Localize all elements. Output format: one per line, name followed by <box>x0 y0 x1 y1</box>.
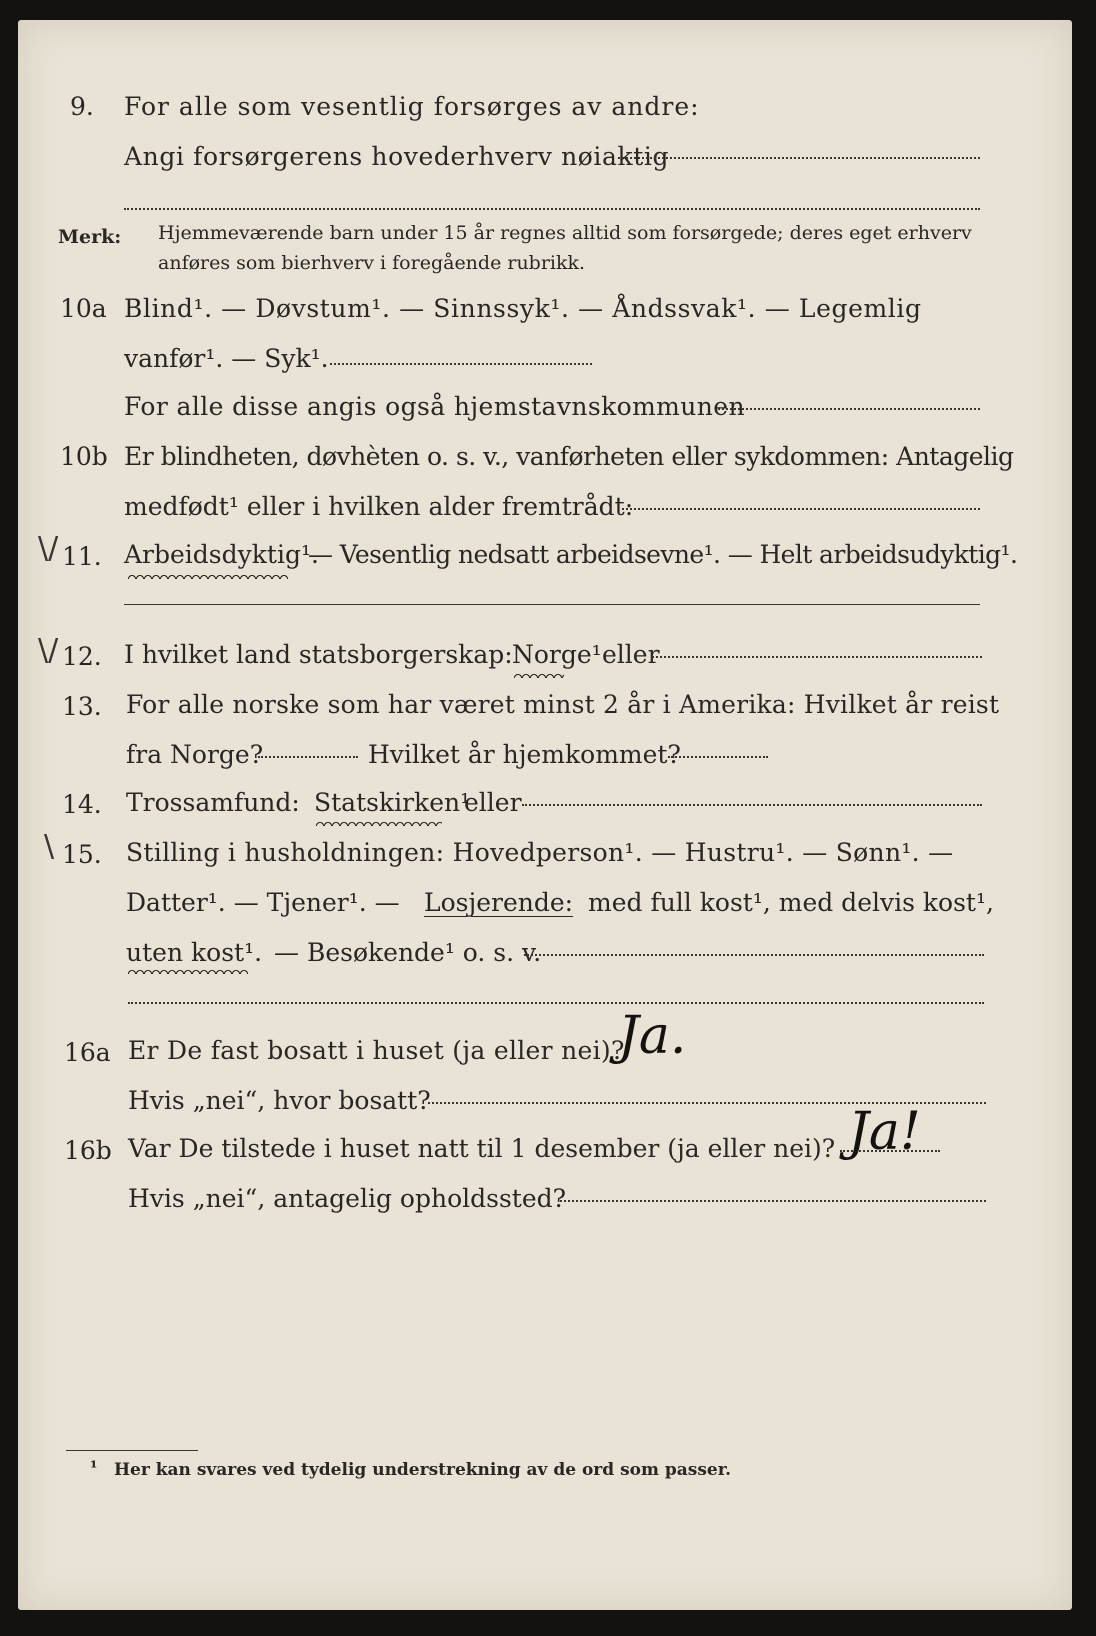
q16a-handwritten-answer: Ja. <box>618 1006 687 1066</box>
footnote-text: Her kan svares ved tydelig understrekning av de ord som passer. <box>114 1460 732 1480</box>
q13-hjemkommet-answer-line[interactable] <box>668 756 768 758</box>
q11-underline-mark <box>128 573 288 579</box>
q9-line2: Angi forsørgerens hovederhverv nøiaktig <box>124 142 670 171</box>
q9-answer-line[interactable] <box>618 157 980 159</box>
q13-number: 13. <box>62 692 102 721</box>
q11-number: 11. <box>62 542 102 571</box>
q12-answer-line[interactable] <box>652 656 982 658</box>
q14-text: Trossamfund: <box>126 788 300 817</box>
q16b-number: 16b <box>64 1136 112 1165</box>
footnote-separator <box>66 1450 198 1451</box>
q11-option-arbeidsdyktig: Arbeidsdyktig¹. <box>124 540 319 569</box>
q16b-handwritten-answer: Ja! <box>848 1102 921 1162</box>
q15-underline-mark <box>128 968 248 974</box>
q9-number: 9. <box>70 92 94 121</box>
q12-underline-mark <box>514 672 564 678</box>
q14-answer-line[interactable] <box>522 804 982 806</box>
q16a-line1: Er De fast bosatt i huset (ja eller nei)? <box>128 1036 625 1065</box>
q16b-line2: Hvis „nei“, antagelig opholdssted? <box>128 1184 567 1213</box>
q16b-line1: Var De tilstede i huset natt til 1 desember (ja eller nei)? <box>128 1134 836 1163</box>
q14-underline-mark <box>316 820 442 826</box>
q10b-line2: medfødt¹ eller i hvilken alder fremtrådt: <box>124 492 634 521</box>
q14-option-statskirken: Statskirken¹ <box>314 788 471 817</box>
q12-number: 12. <box>62 642 102 671</box>
q12-text: I hvilket land statsborgerskap: <box>124 640 513 669</box>
q15-option-losjerende: Losjerende: <box>424 888 574 917</box>
q15-line1: Stilling i husholdningen: Hovedperson¹. — Hustru¹. — Sønn¹. — <box>126 838 954 867</box>
q11-answer-line[interactable] <box>124 604 980 605</box>
q13-line2-part1: fra Norge? <box>126 740 264 769</box>
q12-option-norge: Norge¹ <box>512 640 602 669</box>
q10a-answer-line[interactable] <box>330 363 592 365</box>
q15-option-uten-kost: uten kost¹. <box>126 938 263 967</box>
q11-rest: — Vesentlig nedsatt arbeidsevne¹. — Helt arbeidsudyktig¹. <box>308 540 1018 569</box>
q11-check-mark: \/ <box>38 531 59 566</box>
q13-reist-answer-line[interactable] <box>258 756 358 758</box>
q15-line2-part1: Datter¹. — Tjener¹. — <box>126 888 400 917</box>
q14-number: 14. <box>62 790 102 819</box>
q12-check-mark: \/ <box>38 633 59 668</box>
q13-line2-part2: Hvilket år hjemkommet? <box>368 740 681 769</box>
q13-line1: For alle norske som har været minst 2 år i Amerika: Hvilket år reist <box>126 690 1000 719</box>
q16a-number: 16a <box>64 1038 111 1067</box>
q10b-answer-line[interactable] <box>622 508 980 510</box>
q9-answer-line-2[interactable] <box>124 208 980 210</box>
census-form-page <box>18 20 1072 1610</box>
merk-line1: Hjemmeværende barn under 15 år regnes alltid som forsørgede; deres eget erhverv <box>158 222 972 244</box>
q15-line2-part3: med full kost¹, med delvis kost¹, <box>588 888 994 917</box>
q15-check-mark: \ <box>44 829 55 864</box>
q14-after: eller <box>464 788 522 817</box>
q10a-line1: Blind¹. — Døvstum¹. — Sinnssyk¹. — Åndssvak¹. — Legemlig <box>124 294 922 323</box>
footnote-mark: ¹ <box>90 1458 98 1478</box>
q15-number: 15. <box>62 840 102 869</box>
q15-answer-line-2[interactable] <box>128 1002 984 1004</box>
q9-line1: For alle som vesentlig forsørges av andre: <box>124 92 700 121</box>
q10b-line1: Er blindheten, døvhèten o. s. v., vanførheten eller sykdommen: Antagelig <box>124 442 1014 471</box>
q10a-line3: For alle disse angis også hjemstavnskommunen <box>124 392 745 421</box>
q10a-answer-line-2[interactable] <box>718 408 980 410</box>
q16a-line2: Hvis „nei“, hvor bosatt? <box>128 1086 431 1115</box>
merk-label: Merk: <box>58 226 122 248</box>
q10b-number: 10b <box>60 442 108 471</box>
q15-line3-part2: — Besøkende¹ o. s. v. <box>274 938 542 967</box>
q10a-line2: vanfør¹. — Syk¹. <box>124 344 329 373</box>
q12-after: eller <box>602 640 660 669</box>
q10a-number: 10a <box>60 294 107 323</box>
merk-line2: anføres som bierhverv i foregående rubrikk. <box>158 252 586 274</box>
q16b-answer-line-2[interactable] <box>560 1200 986 1202</box>
q15-answer-line[interactable] <box>524 954 984 956</box>
